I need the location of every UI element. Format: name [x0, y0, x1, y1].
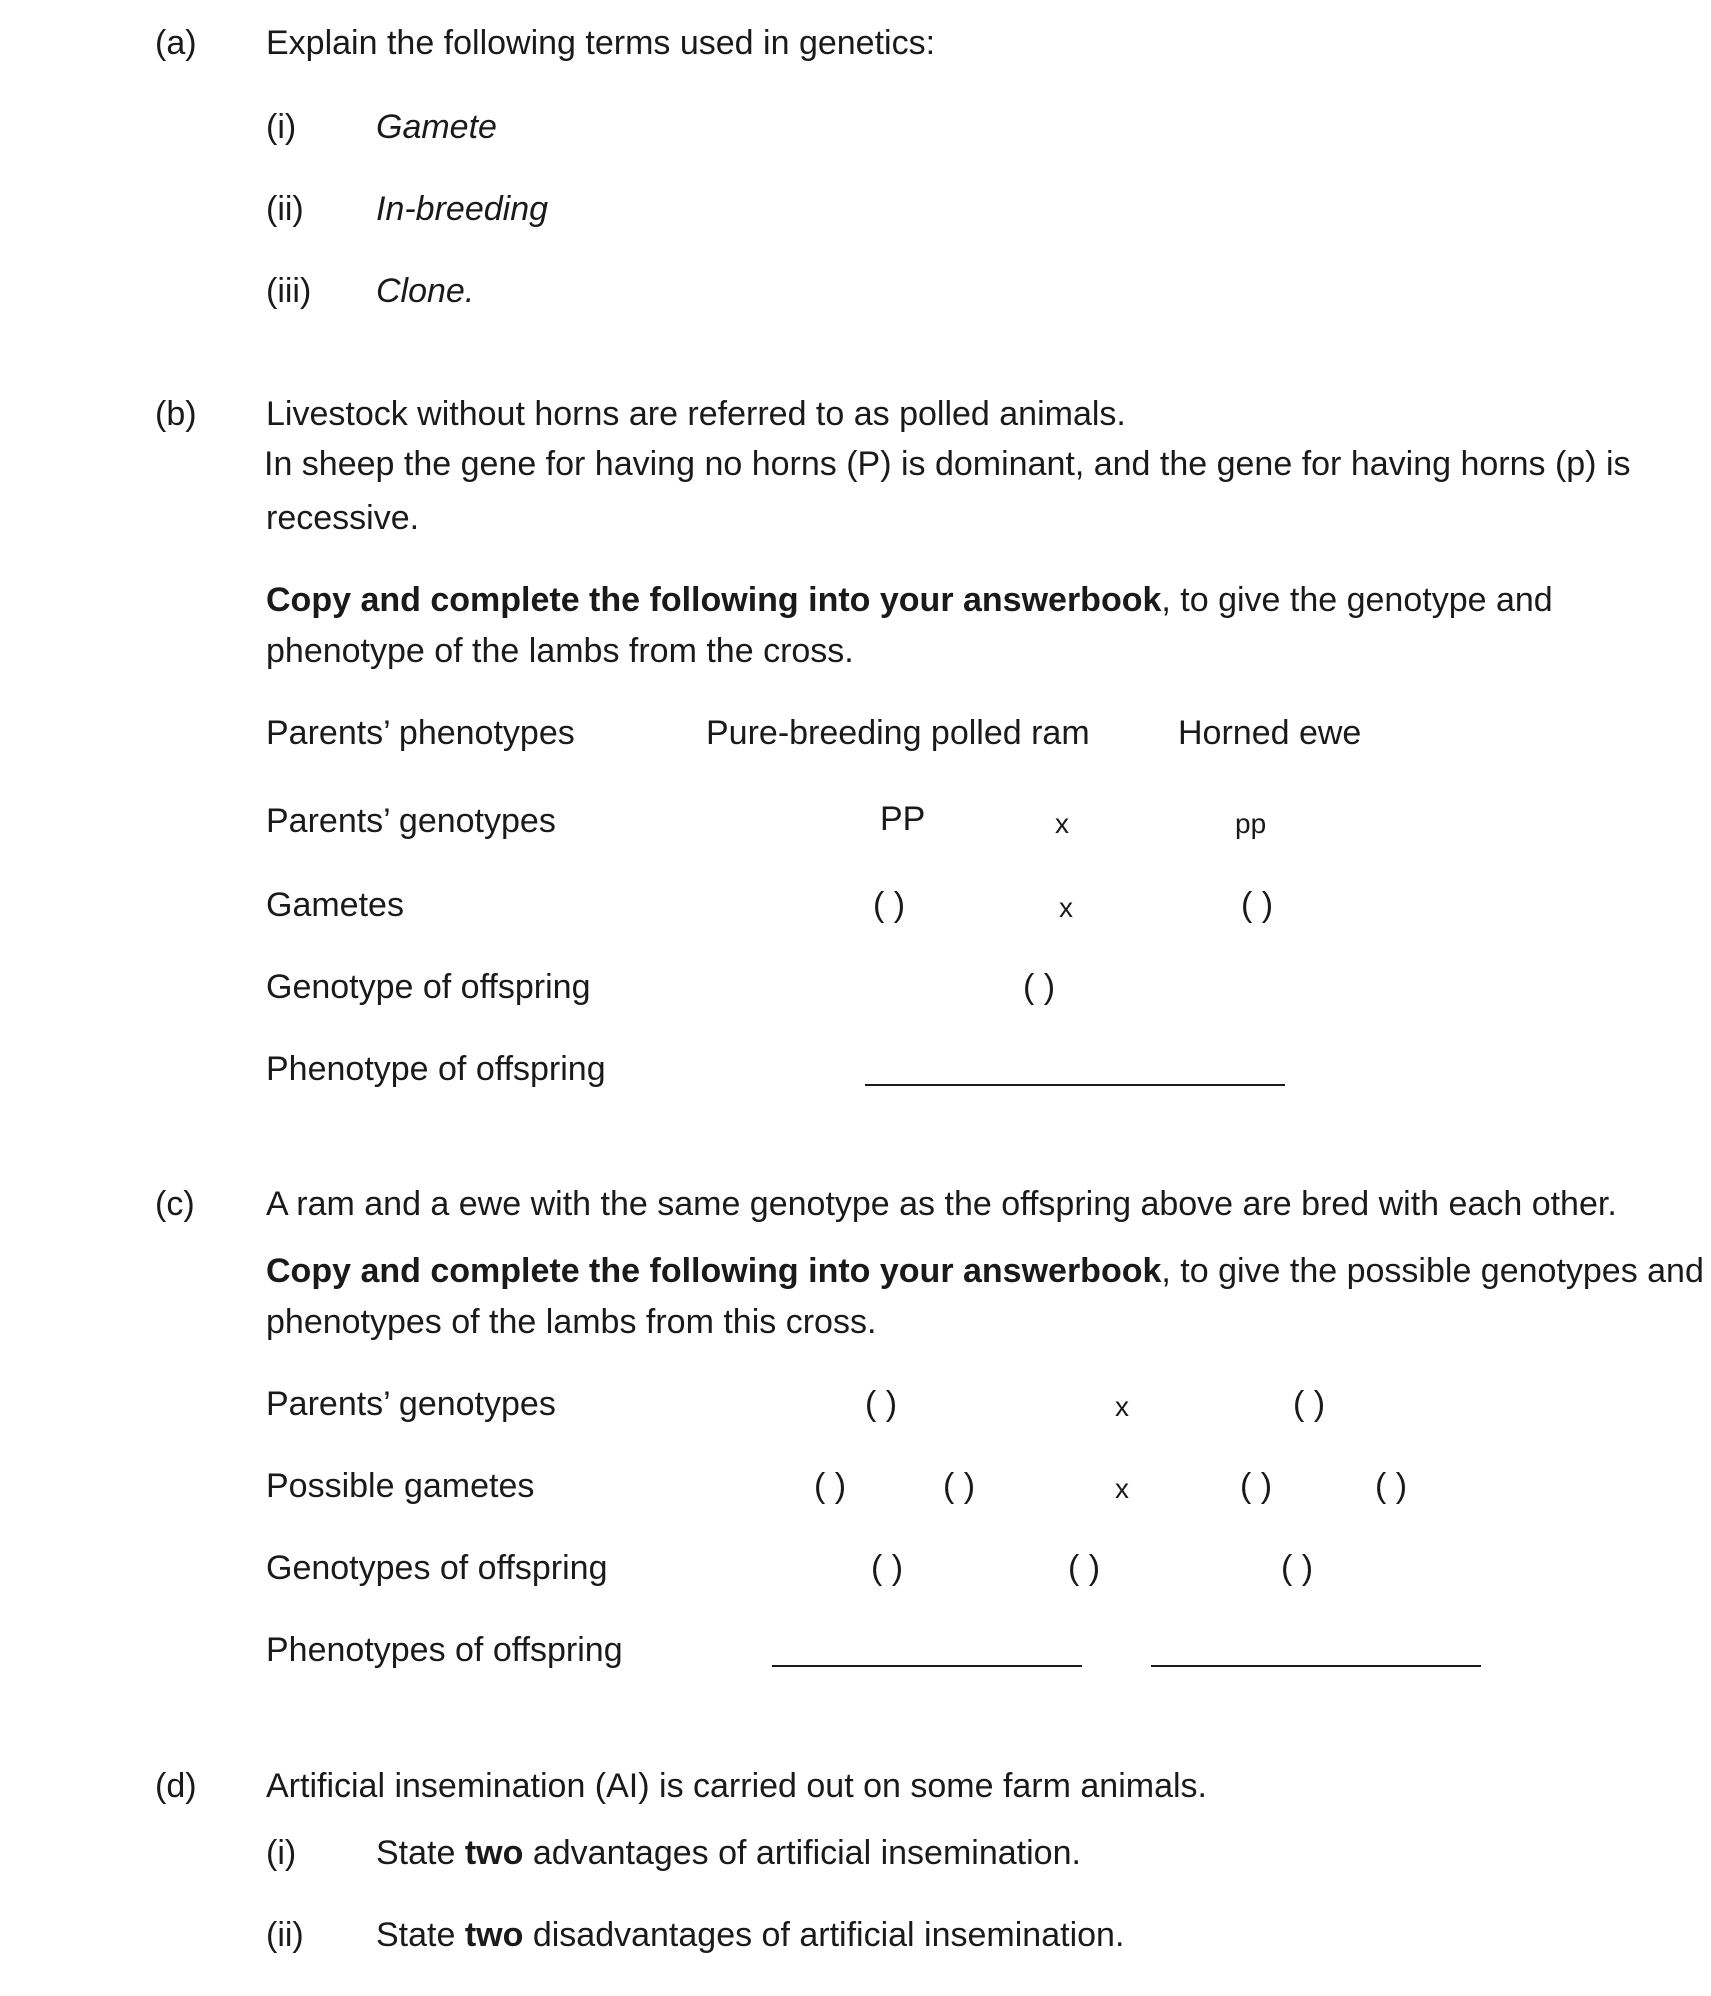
part-d-label: (d)	[155, 1767, 197, 1805]
instruction-rest: , to give the genotype and	[1161, 581, 1553, 619]
part-c-line1: A ram and a ewe with the same genotype as the offspring above are bred with each other.	[266, 1185, 1617, 1223]
part-b-instruction-line2: phenotype of the lambs from the cross.	[266, 632, 854, 670]
instruction-bold: Copy and complete the following into your answerbook	[266, 581, 1162, 619]
row-label-genotype-offspring: Genotype of offspring	[266, 968, 591, 1006]
part-c-label: (c)	[155, 1185, 195, 1223]
offspring-genotype-box: ( )	[871, 1549, 904, 1587]
part-b-line1: Livestock without horns are referred to as polled animals.	[266, 395, 1126, 433]
part-c-instruction-line2: phenotypes of the lambs from this cross.	[266, 1303, 877, 1341]
part-b-line3: recessive.	[266, 499, 420, 537]
phenotype-answer-line	[865, 1084, 1285, 1086]
part-a-prompt: Explain the following terms used in genetics:	[266, 24, 936, 62]
instruction-bold: Copy and complete the following into your answerbook	[266, 1252, 1162, 1290]
part-a-label: (a)	[155, 24, 197, 62]
row-label-phenotype-offspring: Phenotype of offspring	[266, 1050, 606, 1088]
part-b-label: (b)	[155, 395, 197, 433]
q2-bold: two	[464, 1916, 524, 1954]
part-d-line1: Artificial insemination (AI) is carried out on some farm animals.	[266, 1767, 1207, 1805]
part-c-instruction	[266, 1254, 1704, 1288]
ewe-genotype: pp	[1235, 808, 1267, 839]
row-label-phenotypes-offspring: Phenotypes of offspring	[266, 1631, 623, 1669]
term-clone: Clone.	[376, 272, 475, 310]
question-disadvantages	[376, 1918, 1124, 1952]
term-number: (iii)	[266, 272, 312, 310]
term-in-breeding: In-breeding	[376, 190, 549, 228]
q1-post: advantages of artificial insemination.	[523, 1834, 1081, 1872]
phenotype-answer-line	[772, 1665, 1082, 1667]
ram-phenotype: Pure-breeding polled ram	[706, 714, 1090, 752]
term-gamete: Gamete	[376, 108, 497, 146]
phenotype-answer-line	[1151, 1665, 1481, 1667]
row-label-gametes: Gametes	[266, 886, 404, 924]
term-number: (ii)	[266, 190, 304, 228]
cross-symbol: x	[1115, 1391, 1129, 1422]
offspring-genotype-box: ( )	[1068, 1549, 1101, 1587]
row-label-parents-genotypes: Parents’ genotypes	[266, 802, 556, 840]
q2-post: disadvantages of artificial insemination.	[523, 1916, 1125, 1954]
gamete-box: ( )	[814, 1467, 847, 1505]
question-number: (ii)	[266, 1916, 304, 1954]
ewe-phenotype: Horned ewe	[1178, 714, 1362, 752]
gamete-ram-box: ( )	[873, 886, 906, 924]
cross-symbol: x	[1055, 808, 1069, 839]
row-label-parents-genotypes: Parents’ genotypes	[266, 1385, 556, 1423]
instruction-rest: , to give the possible genotypes and	[1161, 1252, 1704, 1290]
parent-genotype-box: ( )	[1293, 1385, 1326, 1423]
parent-genotype-box: ( )	[865, 1385, 898, 1423]
cross-symbol: x	[1115, 1473, 1129, 1504]
ram-genotype: PP	[880, 800, 926, 838]
term-number: (i)	[266, 108, 297, 146]
cross-symbol: x	[1059, 892, 1073, 923]
gamete-box: ( )	[943, 1467, 976, 1505]
question-number: (i)	[266, 1834, 297, 1872]
gamete-ewe-box: ( )	[1241, 886, 1274, 924]
row-label-possible-gametes: Possible gametes	[266, 1467, 535, 1505]
q2-pre: State	[376, 1916, 465, 1954]
part-b-instruction	[266, 583, 1553, 617]
row-label-genotypes-offspring: Genotypes of offspring	[266, 1549, 608, 1587]
q1-bold: two	[464, 1834, 524, 1872]
part-b-line2: In sheep the gene for having no horns (P) is dominant, and the gene for having horns (p) is	[264, 445, 1631, 483]
gamete-box: ( )	[1240, 1467, 1273, 1505]
question-advantages	[376, 1836, 1081, 1870]
q1-pre: State	[376, 1834, 465, 1872]
offspring-genotype-box: ( )	[1281, 1549, 1314, 1587]
row-label-parents-phenotypes: Parents’ phenotypes	[266, 714, 575, 752]
offspring-genotype-box: ( )	[1023, 968, 1056, 1006]
gamete-box: ( )	[1375, 1467, 1408, 1505]
